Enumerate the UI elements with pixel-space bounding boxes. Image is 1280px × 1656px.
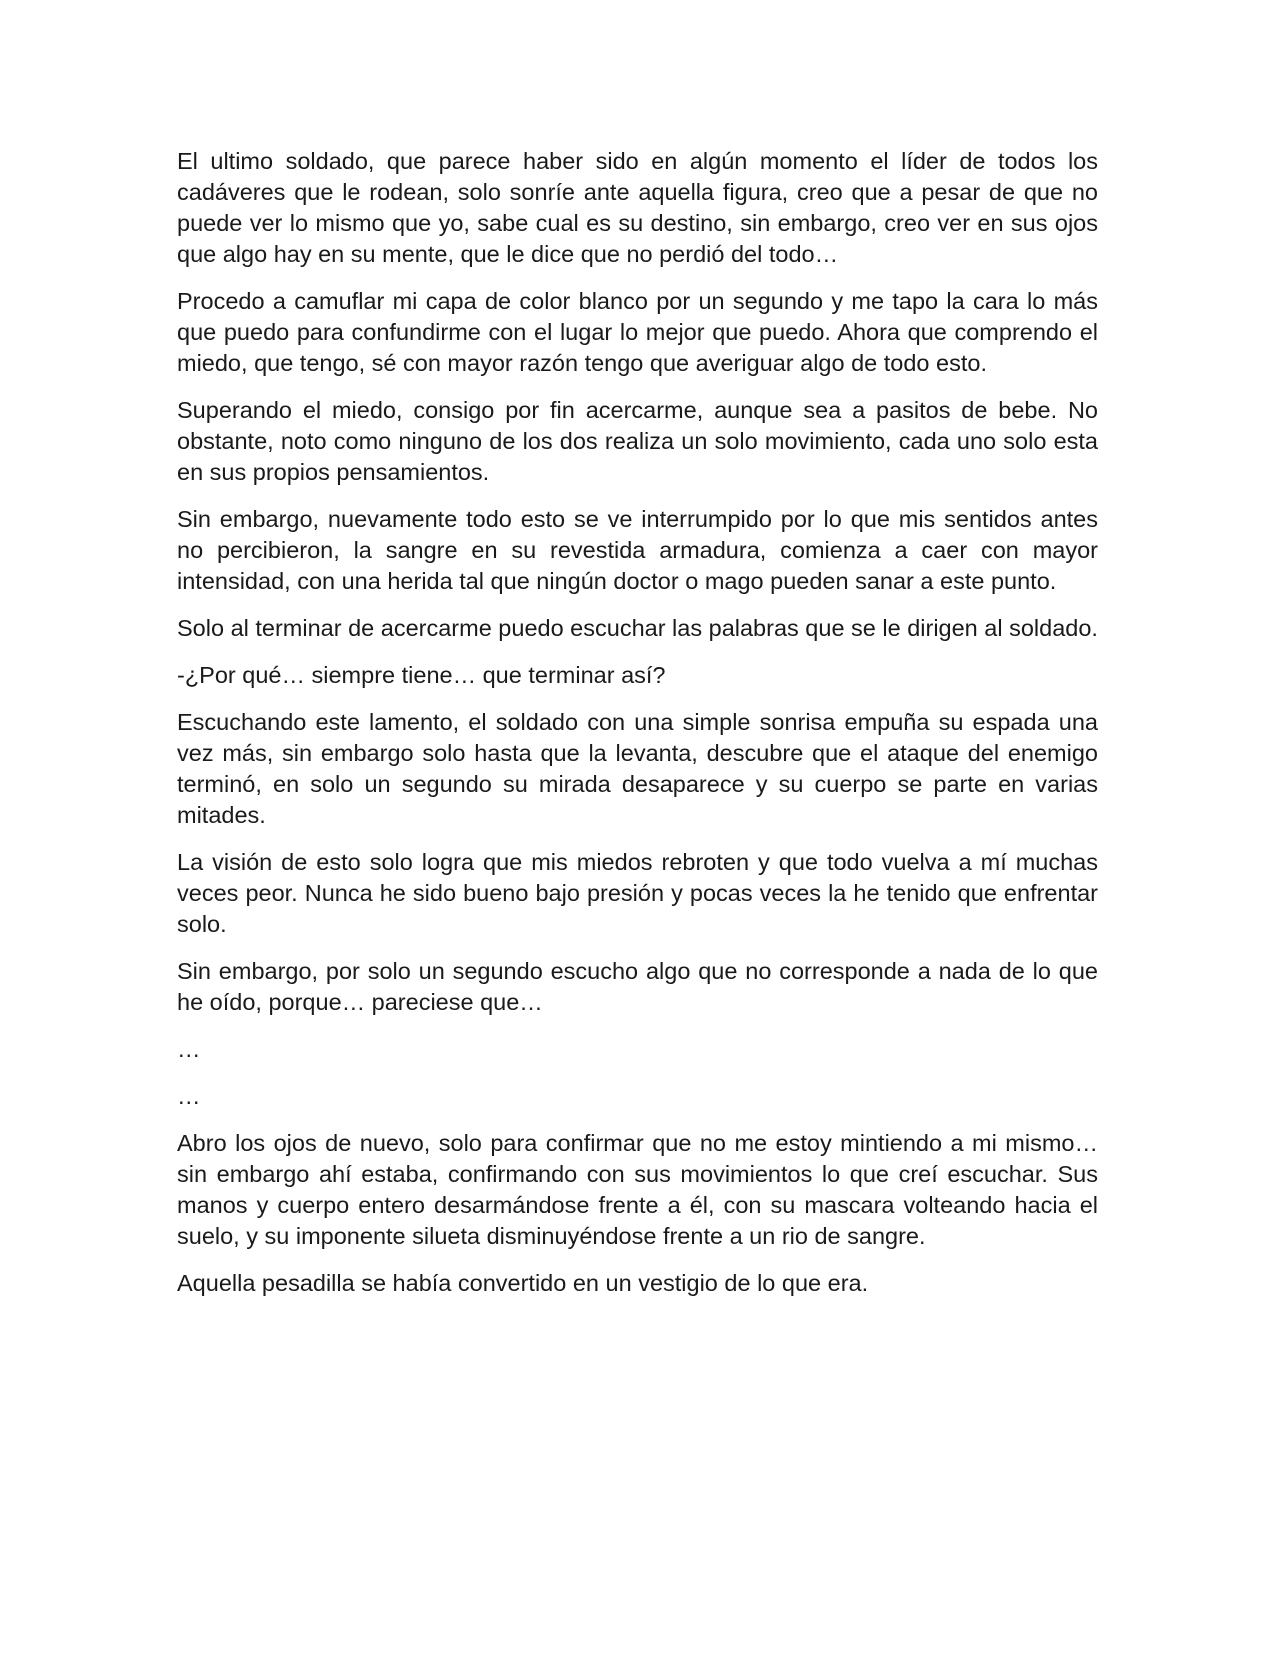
paragraph-9: Sin embargo, por solo un segundo escucho algo que no corresponde a nada de lo que he oído, porque… pareciese que… <box>177 958 1098 1015</box>
paragraph-12: Abro los ojos de nuevo, solo para confirmar que no me estoy mintiendo a mi mismo…sin embargo ahí estaba, confirmando con sus movimientos lo que creí escuchar. Sus manos y cuerpo entero desarmándose frente a él, con su mascara volteando hacia el suelo, y su imponente silueta disminuyéndose frente a un rio de sangre. <box>177 1130 1098 1249</box>
paragraph-11-ellipsis: … <box>177 1083 201 1109</box>
paragraph-3: Superando el miedo, consigo por fin acercarme, aunque sea a pasitos de bebe. No obstante, noto como ninguno de los dos realiza un solo movimiento, cada uno solo esta en sus propios pensamientos. <box>177 397 1098 485</box>
document-body <box>177 146 1098 1315</box>
paragraph-2: Procedo a camuflar mi capa de color blanco por un segundo y me tapo la cara lo más que puedo para confundirme con el lugar lo mejor que puedo. Ahora que comprendo el miedo, que tengo, sé con mayor razón tengo que averiguar algo de todo esto. <box>177 288 1098 376</box>
paragraph-5: Solo al terminar de acercarme puedo escuchar las palabras que se le dirigen al soldado. <box>177 615 1098 641</box>
paragraph-7: Escuchando este lamento, el soldado con una simple sonrisa empuña su espada una vez más, sin embargo solo hasta que la levanta, descubre que el ataque del enemigo terminó, en solo un segundo su mirada desaparece y su cuerpo se parte en varias mitades. <box>177 709 1098 828</box>
paragraph-4: Sin embargo, nuevamente todo esto se ve interrumpido por lo que mis sentidos antes no percibieron, la sangre en su revestida armadura, comienza a caer con mayor intensidad, con una herida tal que ningún doctor o mago pueden sanar a este punto. <box>177 506 1098 594</box>
paragraph-1: El ultimo soldado, que parece haber sido en algún momento el líder de todos los cadáveres que le rodean, solo sonríe ante aquella figura, creo que a pesar de que no puede ver lo mismo que yo, sabe cual es su destino, sin embargo, creo ver en sus ojos que algo hay en su mente, que le dice que no perdió del todo… <box>177 148 1098 267</box>
paragraph-13: Aquella pesadilla se había convertido en un vestigio de lo que era. <box>177 1270 869 1296</box>
paragraph-10-ellipsis: … <box>177 1036 201 1062</box>
paragraph-6-dialogue: -¿Por qué… siempre tiene… que terminar así? <box>177 662 666 688</box>
paragraph-8: La visión de esto solo logra que mis miedos rebroten y que todo vuelva a mí muchas veces peor. Nunca he sido bueno bajo presión y pocas veces la he tenido que enfrentar solo. <box>177 849 1098 937</box>
